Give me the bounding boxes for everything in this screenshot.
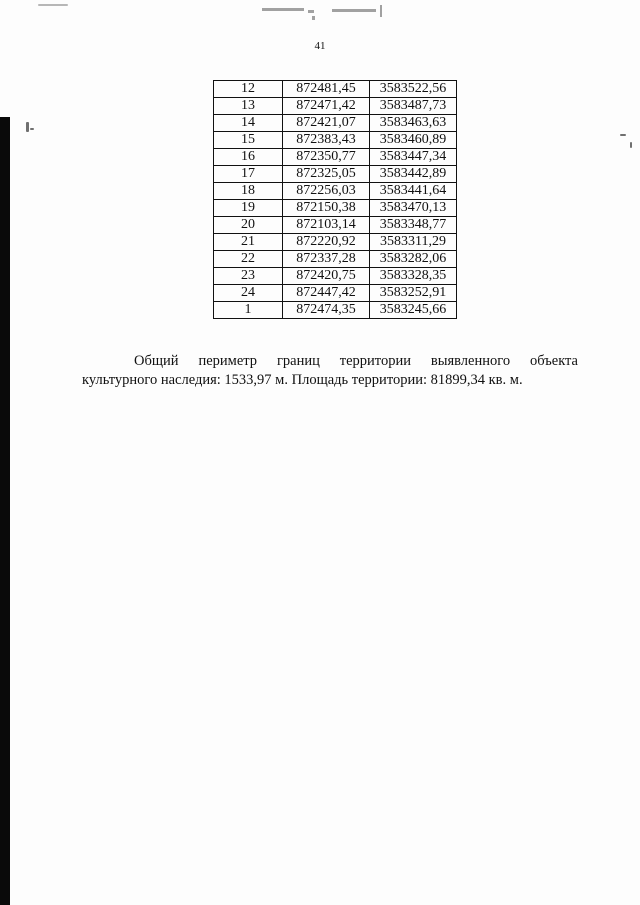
table-row (214, 302, 457, 319)
table-row (214, 81, 457, 98)
y-coordinate-cell: 3583441,64 (370, 183, 457, 200)
point-number-cell: 20 (214, 217, 283, 234)
y-coordinate-cell: 3583311,29 (370, 234, 457, 251)
point-number-cell: 18 (214, 183, 283, 200)
table-row (214, 268, 457, 285)
scan-speck-corner (38, 4, 68, 6)
table-row (214, 115, 457, 132)
table-row (214, 285, 457, 302)
point-number-cell: 1 (214, 302, 283, 319)
table-row (214, 217, 457, 234)
point-number-cell: 12 (214, 81, 283, 98)
y-coordinate-cell: 3583245,66 (370, 302, 457, 319)
summary-paragraph (82, 352, 578, 390)
y-coordinate-cell: 3583282,06 (370, 251, 457, 268)
table-row (214, 98, 457, 115)
scan-speck-left-2 (30, 128, 34, 130)
x-coordinate-cell: 872256,03 (283, 183, 370, 200)
y-coordinate-cell: 3583522,56 (370, 81, 457, 98)
x-coordinate-cell: 872447,42 (283, 285, 370, 302)
scan-speck-right (620, 134, 626, 136)
y-coordinate-cell: 3583447,34 (370, 149, 457, 166)
point-number-cell: 24 (214, 285, 283, 302)
x-coordinate-cell: 872471,42 (283, 98, 370, 115)
point-number-cell: 15 (214, 132, 283, 149)
x-coordinate-cell: 872383,43 (283, 132, 370, 149)
y-coordinate-cell: 3583252,91 (370, 285, 457, 302)
table-row (214, 251, 457, 268)
summary-line-1: Общий периметр границ территории выявленного объекта (134, 353, 578, 369)
scan-speck-right-2 (630, 142, 632, 148)
x-coordinate-cell: 872421,07 (283, 115, 370, 132)
coordinates-table-body (214, 81, 457, 319)
table-row (214, 234, 457, 251)
table-row (214, 149, 457, 166)
page-number: 41 (314, 40, 326, 52)
table-row (214, 183, 457, 200)
x-coordinate-cell: 872220,92 (283, 234, 370, 251)
scan-noise-top (262, 4, 392, 18)
y-coordinate-cell: 3583328,35 (370, 268, 457, 285)
x-coordinate-cell: 872325,05 (283, 166, 370, 183)
y-coordinate-cell: 3583463,63 (370, 115, 457, 132)
scan-speck-left (26, 122, 29, 132)
table-row (214, 200, 457, 217)
y-coordinate-cell: 3583460,89 (370, 132, 457, 149)
point-number-cell: 22 (214, 251, 283, 268)
x-coordinate-cell: 872350,77 (283, 149, 370, 166)
point-number-cell: 23 (214, 268, 283, 285)
x-coordinate-cell: 872420,75 (283, 268, 370, 285)
y-coordinate-cell: 3583470,13 (370, 200, 457, 217)
y-coordinate-cell: 3583442,89 (370, 166, 457, 183)
point-number-cell: 14 (214, 115, 283, 132)
scan-edge-bar (0, 117, 10, 905)
point-number-cell: 19 (214, 200, 283, 217)
y-coordinate-cell: 3583487,73 (370, 98, 457, 115)
point-number-cell: 13 (214, 98, 283, 115)
x-coordinate-cell: 872337,28 (283, 251, 370, 268)
table-row (214, 166, 457, 183)
x-coordinate-cell: 872474,35 (283, 302, 370, 319)
x-coordinate-cell: 872103,14 (283, 217, 370, 234)
summary-line-2: культурного наследия: 1533,97 м. Площадь территории: 81899,34 кв. м. (82, 372, 523, 388)
y-coordinate-cell: 3583348,77 (370, 217, 457, 234)
table-row (214, 132, 457, 149)
coordinates-table (213, 80, 457, 319)
x-coordinate-cell: 872481,45 (283, 81, 370, 98)
point-number-cell: 17 (214, 166, 283, 183)
point-number-cell: 16 (214, 149, 283, 166)
point-number-cell: 21 (214, 234, 283, 251)
x-coordinate-cell: 872150,38 (283, 200, 370, 217)
